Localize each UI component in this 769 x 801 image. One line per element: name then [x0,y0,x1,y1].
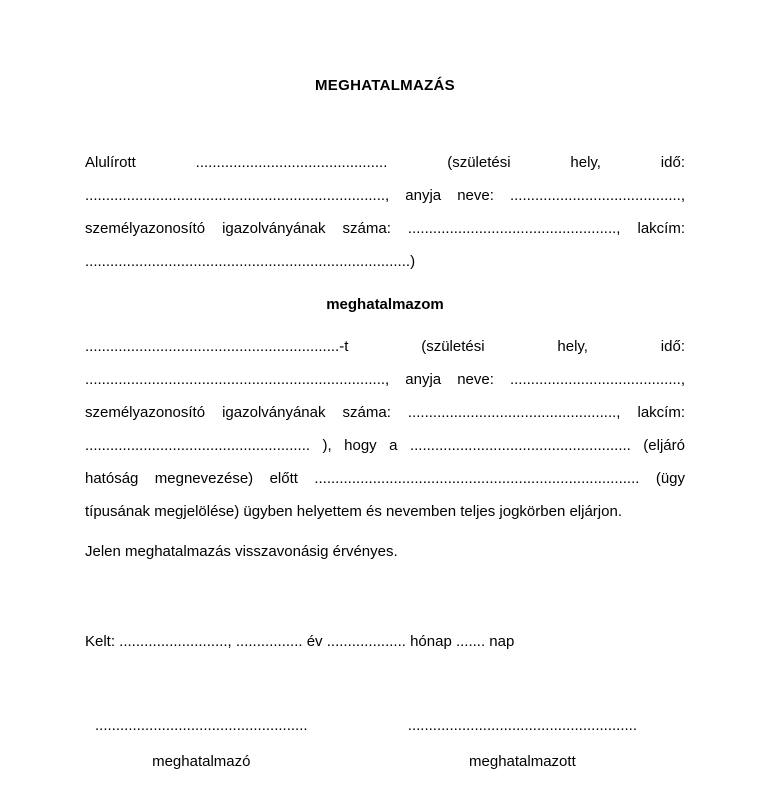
signature-label-agent: meghatalmazott [469,753,576,770]
agent-section [85,330,685,528]
signature-dotted-line-principal: ................................................... [95,717,308,734]
signature-label-principal: meghatalmazó [152,753,251,770]
document-title: MEGHATALMAZÁS [315,77,455,94]
date-line: Kelt: .........................., ................ év ................... hónap ....... nap [85,633,515,650]
signature-block-agent [408,709,637,778]
form-line-principal-1: Alulírott .............................................. (születési hely, idő: [85,154,685,171]
principal-section [85,146,685,278]
form-line-agent-6: típusának megjelölése) ügyben helyettem és nevemben teljes jogkörben eljárjon. [85,503,622,520]
form-line-agent-1: .............................................................-t (születési hely, idő: [85,338,685,355]
signature-dotted-line-agent: ....................................................... [407,717,637,734]
signature-block-principal [95,709,308,778]
heading-meghatalmazom: meghatalmazom [326,296,444,313]
form-line-agent-2: ........................................................................, anyja neve: ........................................., [85,371,685,388]
form-line-agent-4: ...................................................... ), hogy a ..................................................... (eljáró [85,437,685,454]
signature-row [85,709,685,778]
form-line-principal-3: személyazonosító igazolványának száma: .................................................., lakcím: [85,220,685,237]
form-line-agent-3: személyazonosító igazolványának száma: .................................................., lakcím: [85,404,685,421]
form-line-principal-4: ..............................................................................) [85,253,416,270]
form-line-principal-2: ........................................................................, anyja neve: ........................................., [85,187,685,204]
validity-note: Jelen meghatalmazás visszavonásig érvényes. [85,543,398,560]
form-line-agent-5: hatóság megnevezése) előtt .............................................................................. (ügy [85,470,685,487]
